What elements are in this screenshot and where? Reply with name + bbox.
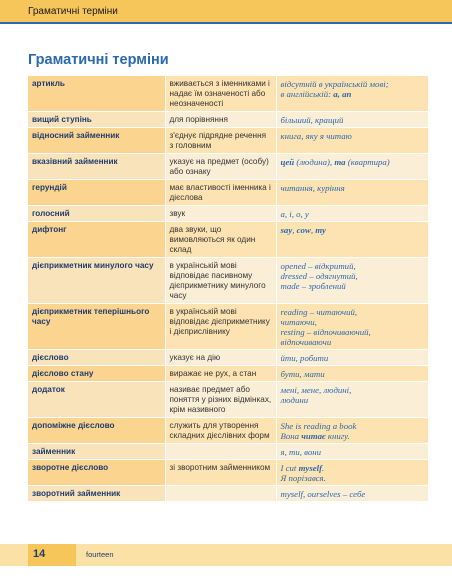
- example-text: myself: [298, 463, 323, 473]
- description-cell: має властивості іменника і дієслова: [165, 180, 276, 206]
- term-cell: дифтонг: [28, 222, 165, 258]
- example-line: [281, 115, 425, 125]
- example-text: .: [322, 463, 325, 473]
- example-line: [281, 183, 425, 193]
- example-line: [281, 79, 425, 89]
- example-text: I cut: [280, 463, 299, 473]
- example-line: [281, 473, 425, 483]
- term-cell: дієслово стану: [28, 366, 165, 382]
- term-cell: вищий ступінь: [28, 112, 165, 128]
- example-line: [281, 463, 425, 473]
- example-text: opened – відкритий,: [280, 261, 356, 271]
- example-cell: [276, 222, 428, 258]
- example-line: [281, 307, 425, 317]
- table-row: [28, 366, 428, 382]
- example-cell: [276, 418, 428, 444]
- example-line: [281, 421, 425, 431]
- term-cell: зворотне дієслово: [28, 460, 165, 486]
- example-cell: [276, 304, 428, 350]
- example-cell: [276, 460, 428, 486]
- example-text: а, і, о, у: [280, 209, 309, 219]
- table-row: [28, 76, 428, 112]
- term-cell: голосний: [28, 206, 165, 222]
- example-cell: [276, 206, 428, 222]
- description-cell: в українській мові відповідає дієприкметнику і дієприслівнику: [165, 304, 276, 350]
- page-title: Граматичні терміни: [28, 52, 169, 68]
- description-cell: [165, 444, 276, 460]
- table-row: [28, 258, 428, 304]
- example-text: цей: [280, 157, 295, 167]
- example-cell: [276, 444, 428, 460]
- term-cell: дієприкметник теперішнього часу: [28, 304, 165, 350]
- terms-table: [28, 76, 428, 502]
- table-row: [28, 486, 428, 502]
- description-cell: звук: [165, 206, 276, 222]
- table-row: [28, 222, 428, 258]
- example-text: в англійській:: [280, 89, 334, 99]
- example-cell: [276, 366, 428, 382]
- description-cell: вживається з іменниками і надає їм означеності або неозначеності: [165, 76, 276, 112]
- term-cell: вказівний займенник: [28, 154, 165, 180]
- example-text: ,: [310, 225, 316, 235]
- page-number-word: fourteen: [86, 550, 114, 559]
- description-cell: з'єднує підрядне речення з головним: [165, 128, 276, 154]
- term-cell: допоміжне дієслово: [28, 418, 165, 444]
- example-text: книгу.: [325, 431, 350, 441]
- example-line: [281, 89, 425, 99]
- example-text: бути, мати: [280, 369, 325, 379]
- page-number: 14: [28, 544, 76, 566]
- example-text: читання, куріння: [280, 183, 345, 193]
- example-text: мені, мене, людині,: [280, 385, 352, 395]
- example-line: [281, 337, 425, 347]
- term-cell: дієслово: [28, 350, 165, 366]
- term-cell: дієприкметник минулого часу: [28, 258, 165, 304]
- description-cell: називає предмет або поняття у різних відмінках, крім називного: [165, 382, 276, 418]
- table-row: [28, 206, 428, 222]
- example-text: книга, яку я читаю: [280, 131, 352, 141]
- example-line: [281, 131, 425, 141]
- example-text: Вона: [280, 431, 302, 441]
- example-line: [281, 271, 425, 281]
- example-line: [281, 369, 425, 379]
- description-cell: зі зворотним займенником: [165, 460, 276, 486]
- example-cell: [276, 128, 428, 154]
- example-line: [281, 431, 425, 441]
- example-cell: [276, 382, 428, 418]
- description-cell: указує на предмет (особу) або ознаку: [165, 154, 276, 180]
- example-text: відсутній в українській мові;: [280, 79, 389, 89]
- example-text: dressed – одягнутий,: [280, 271, 358, 281]
- example-line: [281, 225, 425, 235]
- description-cell: в українській мові відповідає пасивному дієприкметнику минулого часу: [165, 258, 276, 304]
- example-text: made – зроблений: [280, 281, 346, 291]
- table-row: [28, 180, 428, 206]
- example-text: Я порізався: [280, 473, 324, 483]
- example-text: йти, робити: [280, 353, 329, 363]
- example-line: [281, 261, 425, 271]
- example-text: я, ти, вони: [280, 447, 322, 457]
- example-cell: [276, 112, 428, 128]
- example-cell: [276, 486, 428, 502]
- example-cell: [276, 154, 428, 180]
- term-cell: зворотний займенник: [28, 486, 165, 502]
- term-cell: герундій: [28, 180, 165, 206]
- term-cell: відносний займенник: [28, 128, 165, 154]
- table-row: [28, 350, 428, 366]
- table-row: [28, 128, 428, 154]
- term-cell: додаток: [28, 382, 165, 418]
- example-text: та: [334, 157, 346, 167]
- example-text: .: [323, 473, 326, 483]
- example-line: [281, 157, 425, 167]
- term-cell: займенник: [28, 444, 165, 460]
- example-line: [281, 395, 425, 405]
- example-line: [281, 353, 425, 363]
- table-row: [28, 382, 428, 418]
- table-row: [28, 418, 428, 444]
- example-text: my: [315, 225, 326, 235]
- table-row: [28, 304, 428, 350]
- example-text: cow: [296, 225, 311, 235]
- example-cell: [276, 350, 428, 366]
- example-line: [281, 489, 425, 499]
- example-text: myself, ourselves – себе: [280, 489, 366, 499]
- example-line: [281, 447, 425, 457]
- example-text: ,: [292, 225, 297, 235]
- example-text: читаючи,: [280, 317, 317, 327]
- table-row: [28, 112, 428, 128]
- example-text: (людина),: [294, 157, 335, 167]
- description-cell: для порівняння: [165, 112, 276, 128]
- table-row: [28, 444, 428, 460]
- description-cell: виражає не рух, а стан: [165, 366, 276, 382]
- running-header: [0, 0, 452, 24]
- term-cell: артикль: [28, 76, 165, 112]
- example-line: [281, 385, 425, 395]
- example-line: [281, 209, 425, 219]
- example-text: людини: [280, 395, 309, 405]
- table-row: [28, 460, 428, 486]
- example-text: (квартира): [345, 157, 390, 167]
- example-text: reading – читаючий,: [280, 307, 358, 317]
- example-cell: [276, 258, 428, 304]
- running-header-title: Граматичні терміни: [28, 6, 118, 17]
- example-text: She is reading a book: [280, 421, 357, 431]
- example-text: читає: [301, 431, 326, 441]
- terms-table-body: [28, 76, 428, 502]
- description-cell: указує на дію: [165, 350, 276, 366]
- example-text: більший, кращий: [280, 115, 344, 125]
- example-text: resting – відпочиваючий,: [280, 327, 371, 337]
- description-cell: служить для утворення складних дієслівних форм: [165, 418, 276, 444]
- description-cell: [165, 486, 276, 502]
- example-line: [281, 327, 425, 337]
- table-row: [28, 154, 428, 180]
- example-text: say: [280, 225, 293, 235]
- example-text: відпочиваючи: [280, 337, 332, 347]
- description-cell: два звуки, що вимовляються як один склад: [165, 222, 276, 258]
- example-cell: [276, 180, 428, 206]
- example-text: a, an: [333, 89, 352, 99]
- example-line: [281, 281, 425, 291]
- example-cell: [276, 76, 428, 112]
- example-line: [281, 317, 425, 327]
